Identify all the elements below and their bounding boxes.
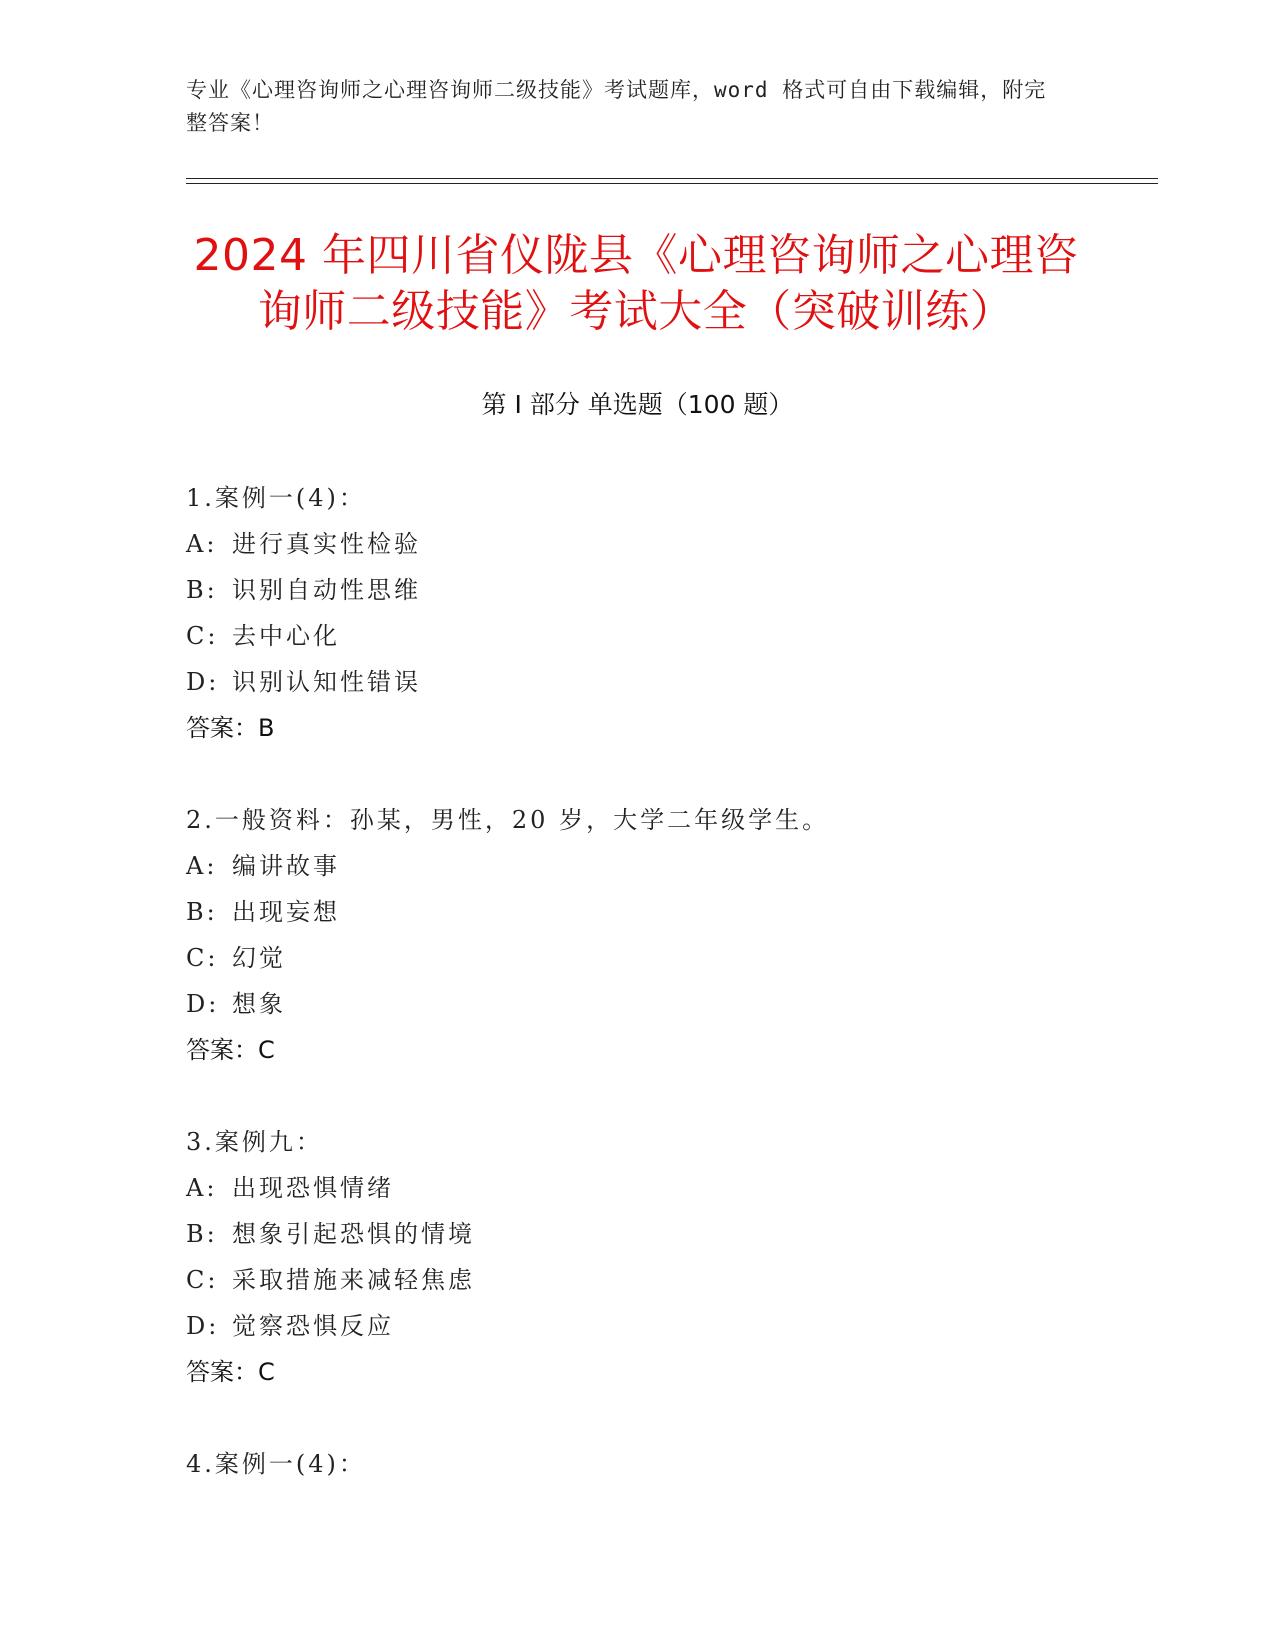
option-b [186,567,1146,613]
option-letter: B: [186,1220,218,1248]
option-a [186,521,1146,567]
option-letter: D: [186,668,220,696]
option-letter: C: [186,944,219,972]
option-b [186,889,1146,935]
option-letter: B: [186,898,218,926]
question-4 [186,1441,1146,1487]
question-1 [186,475,1146,751]
header-note: 专业《心理咨询师之心理咨询师二级技能》考试题库，word 格式可自由下载编辑，附完整答案！ [186,78,1047,135]
option-b [186,1211,1146,1257]
option-a [186,843,1146,889]
option-letter: C: [186,1266,219,1294]
option-text: 识别自动性思维 [232,576,421,604]
option-text: 想象 [232,990,286,1018]
question-stem: 2.一般资料：孙某，男性，20 岁，大学二年级学生。 [186,806,830,834]
question-stem: 4.案例一(4)： [186,1450,366,1478]
option-text: 想象引起恐惧的情境 [232,1220,475,1248]
section-title: 第 I 部分 单选题（100 题） [481,390,794,419]
option-text: 觉察恐惧反应 [232,1312,394,1340]
question-3 [186,1119,1146,1395]
option-a [186,1165,1146,1211]
option-text: 编讲故事 [232,852,340,880]
header-divider-top [186,178,1158,179]
question-stem: 1.案例一(4)： [186,484,366,512]
option-text: 出现妄想 [232,898,340,926]
question-2 [186,797,1146,1073]
option-text: 识别认知性错误 [232,668,421,696]
header-divider-bottom [186,183,1158,184]
option-letter: D: [186,1312,220,1340]
option-letter: A: [186,1174,218,1202]
answer: 答案：C [186,1036,275,1064]
option-c [186,1257,1146,1303]
option-letter: C: [186,622,219,650]
option-letter: A: [186,530,218,558]
answer: 答案：C [186,1358,275,1386]
option-d [186,981,1146,1027]
option-text: 进行真实性检验 [232,530,421,558]
option-text: 出现恐惧情绪 [232,1174,394,1202]
option-text: 幻觉 [232,944,286,972]
option-text: 采取措施来减轻焦虑 [232,1266,475,1294]
option-letter: A: [186,852,218,880]
question-stem: 3.案例九： [186,1128,323,1156]
answer: 答案：B [186,714,275,742]
option-c [186,935,1146,981]
document-title: 2024 年四川省仪陇县《心理咨询师之心理咨询师二级技能》考试大全（突破训练） [193,230,1079,337]
option-letter: B: [186,576,218,604]
option-c [186,613,1146,659]
option-letter: D: [186,990,220,1018]
question-list [186,475,1146,1533]
option-d [186,659,1146,705]
option-d [186,1303,1146,1349]
option-text: 去中心化 [232,622,340,650]
